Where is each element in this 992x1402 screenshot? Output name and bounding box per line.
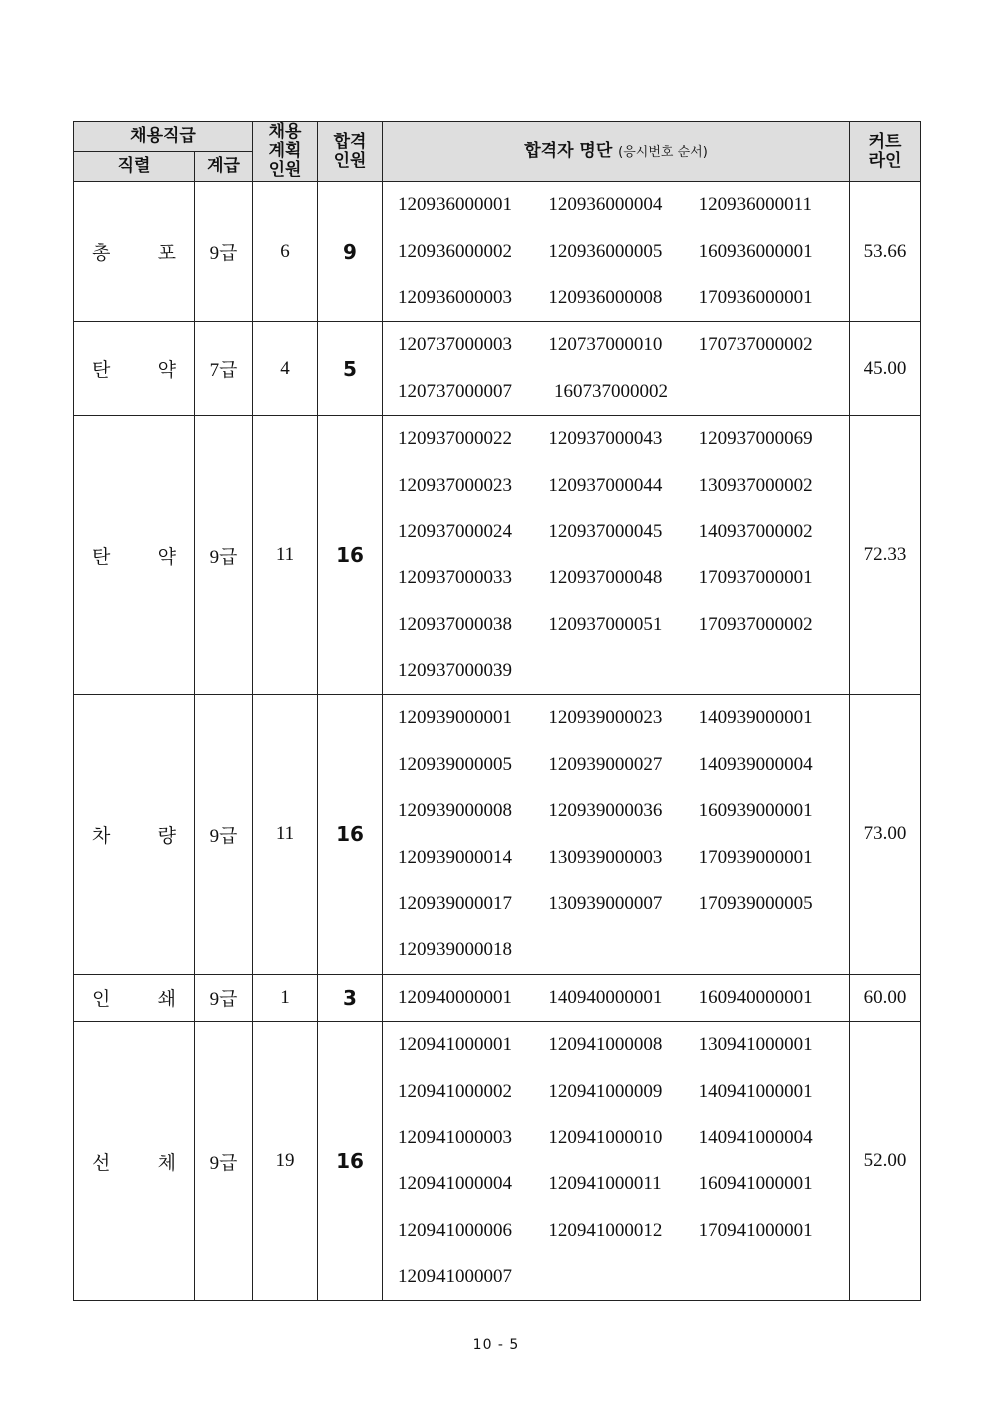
exam-number: 120941000011 [548,1173,662,1195]
exam-number: 120936000001 [398,194,513,216]
passers-line [398,742,849,788]
exam-number: 170937000002 [698,613,813,635]
header-names [383,122,850,182]
exam-number: 170941000001 [698,1219,813,1241]
passers-line [398,648,849,694]
exam-number: 120941000002 [398,1080,513,1102]
exam-number: 120937000044 [548,474,663,496]
passed-cell: 9 [318,182,383,322]
table-row [74,974,921,1021]
series-name [74,984,194,1011]
plan-cell: 6 [253,182,318,322]
header-grade: 계급 [195,152,253,182]
exam-number: 130939000007 [548,893,663,915]
series-cell [74,1022,195,1301]
exam-number: 120937000039 [398,660,513,682]
series-name [74,1148,194,1175]
series-char-first: 탄 [92,546,111,568]
exam-number: 120936000011 [698,194,812,216]
exam-number: 120937000048 [548,567,663,589]
plan-cell: 1 [253,974,318,1021]
passers-line [398,509,849,555]
passers-line [398,322,849,368]
exam-number: 120937000023 [398,474,513,496]
passers-line [398,1115,849,1161]
exam-number: 140939000004 [698,753,813,775]
exam-number: 120937000033 [398,567,513,589]
plan-cell: 4 [253,322,318,416]
header-recruit-grade: 채용직급 [74,122,253,152]
series-cell [74,182,195,322]
exam-number: 170937000001 [698,567,813,589]
plan-cell: 11 [253,695,318,974]
header-cutline: 커트 라인 [850,122,921,182]
cutline-cell: 52.00 [850,1022,921,1301]
exam-number: 140939000001 [698,707,813,729]
series-name [74,238,194,265]
passers-list-cell [383,322,850,416]
passers-list-cell [383,415,850,694]
exam-number: 120941000010 [548,1127,663,1148]
exam-number: 160941000001 [698,1173,813,1195]
exam-number: 120939000001 [398,707,513,729]
exam-number: 120937000043 [548,428,663,450]
exam-number: 120941000012 [548,1219,663,1241]
series-char-first: 인 [92,989,111,1011]
header-names-main: 합격자 명단 [524,140,613,161]
series-char-second: 량 [157,825,176,847]
exam-number: 130939000003 [548,846,663,868]
passers-line [398,275,849,321]
exam-number: 120937000045 [548,520,663,542]
exam-number: 160939000001 [698,800,813,822]
cutline-cell: 53.66 [850,182,921,322]
exam-number: 120937000069 [698,428,813,450]
header-passed: 합격 인원 [318,122,383,182]
grade-cell: 9급 [195,1022,253,1301]
passed-cell: 3 [318,974,383,1021]
series-name [74,355,194,382]
exam-number: 140941000001 [698,1080,813,1102]
passed-cell: 5 [318,322,383,416]
exam-number: 120939000005 [398,753,513,775]
grade-cell: 7급 [195,322,253,416]
series-cell [74,974,195,1021]
exam-number: 120939000008 [398,800,513,822]
passers-line [398,881,849,927]
exam-number: 140940000001 [548,986,663,1008]
series-cell [74,415,195,694]
table-row [74,695,921,974]
passers-list-cell [383,1022,850,1301]
passers-line [398,834,849,880]
series-char-second: 약 [157,546,176,568]
passers-line [398,1161,849,1207]
grade-cell: 9급 [195,415,253,694]
exam-number: 170737000002 [698,334,813,356]
passers-line [398,369,849,415]
series-char-first: 총 [92,243,111,265]
exam-number: 160936000001 [698,240,813,262]
series-char-second: 체 [157,1152,176,1174]
passers-line [398,1208,849,1254]
series-cell [74,695,195,974]
exam-number: 120939000036 [548,800,663,822]
exam-number: 120936000002 [398,240,513,262]
exam-number: 120937000051 [548,613,663,635]
exam-number: 120939000023 [548,707,663,729]
passers-line [398,555,849,601]
passers-list-cell [383,974,850,1021]
passers-line [398,228,849,274]
exam-number: 170936000001 [698,286,813,308]
exam-number: 160940000001 [698,986,813,1008]
passers-line [398,602,849,648]
exam-number: 120936000005 [548,240,663,262]
cutline-cell: 72.33 [850,415,921,694]
passers-line [398,927,849,973]
exam-number: 170939000001 [698,846,813,868]
passers-list-cell [383,695,850,974]
passed-cell: 16 [318,695,383,974]
table-row [74,1022,921,1301]
plan-cell: 19 [253,1022,318,1301]
exam-number: 130937000002 [698,474,813,496]
exam-number: 120937000022 [398,428,513,450]
passers-line [398,1022,849,1068]
page-number: 10 - 5 [472,1337,520,1353]
exam-number: 120939000027 [548,753,663,775]
passers-line [398,462,849,508]
table-row [74,415,921,694]
exam-number: 120941000001 [398,1034,513,1056]
grade-cell: 9급 [195,182,253,322]
series-cell [74,322,195,416]
series-char-second: 쇄 [157,989,176,1011]
table-row [74,182,921,322]
exam-number: 120941000004 [398,1173,513,1195]
header-names-sub: (응시번호 순서) [618,144,708,160]
series-char-first: 선 [92,1152,111,1174]
passers-line [398,788,849,834]
cutline-cell: 60.00 [850,974,921,1021]
exam-number: 120936000004 [548,194,663,216]
results-table [73,121,921,1301]
grade-cell: 9급 [195,974,253,1021]
exam-number: 120937000038 [398,613,513,635]
series-name [74,821,194,848]
passers-line [398,182,849,228]
series-char-second: 약 [157,360,176,382]
table-body [74,182,921,1301]
exam-number: 120939000018 [398,939,513,961]
exam-number: 120737000003 [398,334,513,356]
cutline-cell: 73.00 [850,695,921,974]
exam-number: 120940000001 [398,986,513,1008]
plan-cell: 11 [253,415,318,694]
passers-line [398,416,849,462]
exam-number: 140941000004 [698,1127,813,1148]
exam-number: 120737000010 [548,334,663,356]
passers-line [398,1254,849,1300]
series-name [74,542,194,569]
cutline-cell: 45.00 [850,322,921,416]
series-char-first: 탄 [92,360,111,382]
passers-line [398,975,849,1021]
series-char-second: 포 [157,243,176,265]
passers-line [398,1068,849,1114]
series-char-first: 차 [92,825,111,847]
table-row [74,322,921,416]
exam-number: 170939000005 [698,893,813,915]
header-plan: 채용 계획 인원 [253,122,318,182]
exam-number: 140937000002 [698,520,813,542]
exam-number: 120937000024 [398,520,513,542]
exam-number: 120941000009 [548,1080,663,1102]
exam-number: 130941000001 [698,1034,813,1056]
exam-number: 120939000017 [398,893,513,915]
passed-cell: 16 [318,1022,383,1301]
passers-line [398,695,849,741]
exam-number: 120737000007 [398,380,513,402]
exam-number: 120941000007 [398,1266,513,1288]
table-header [74,122,921,182]
exam-number: 120936000003 [398,286,513,308]
exam-number: 120941000003 [398,1127,513,1148]
exam-number: 120939000014 [398,846,513,868]
exam-number: 120941000006 [398,1219,513,1241]
grade-cell: 9급 [195,695,253,974]
header-series: 직렬 [74,152,195,182]
passed-cell: 16 [318,415,383,694]
exam-number: 160737000002 [554,380,669,402]
exam-number: 120941000008 [548,1034,663,1056]
exam-number: 120936000008 [548,286,663,308]
passers-list-cell [383,182,850,322]
